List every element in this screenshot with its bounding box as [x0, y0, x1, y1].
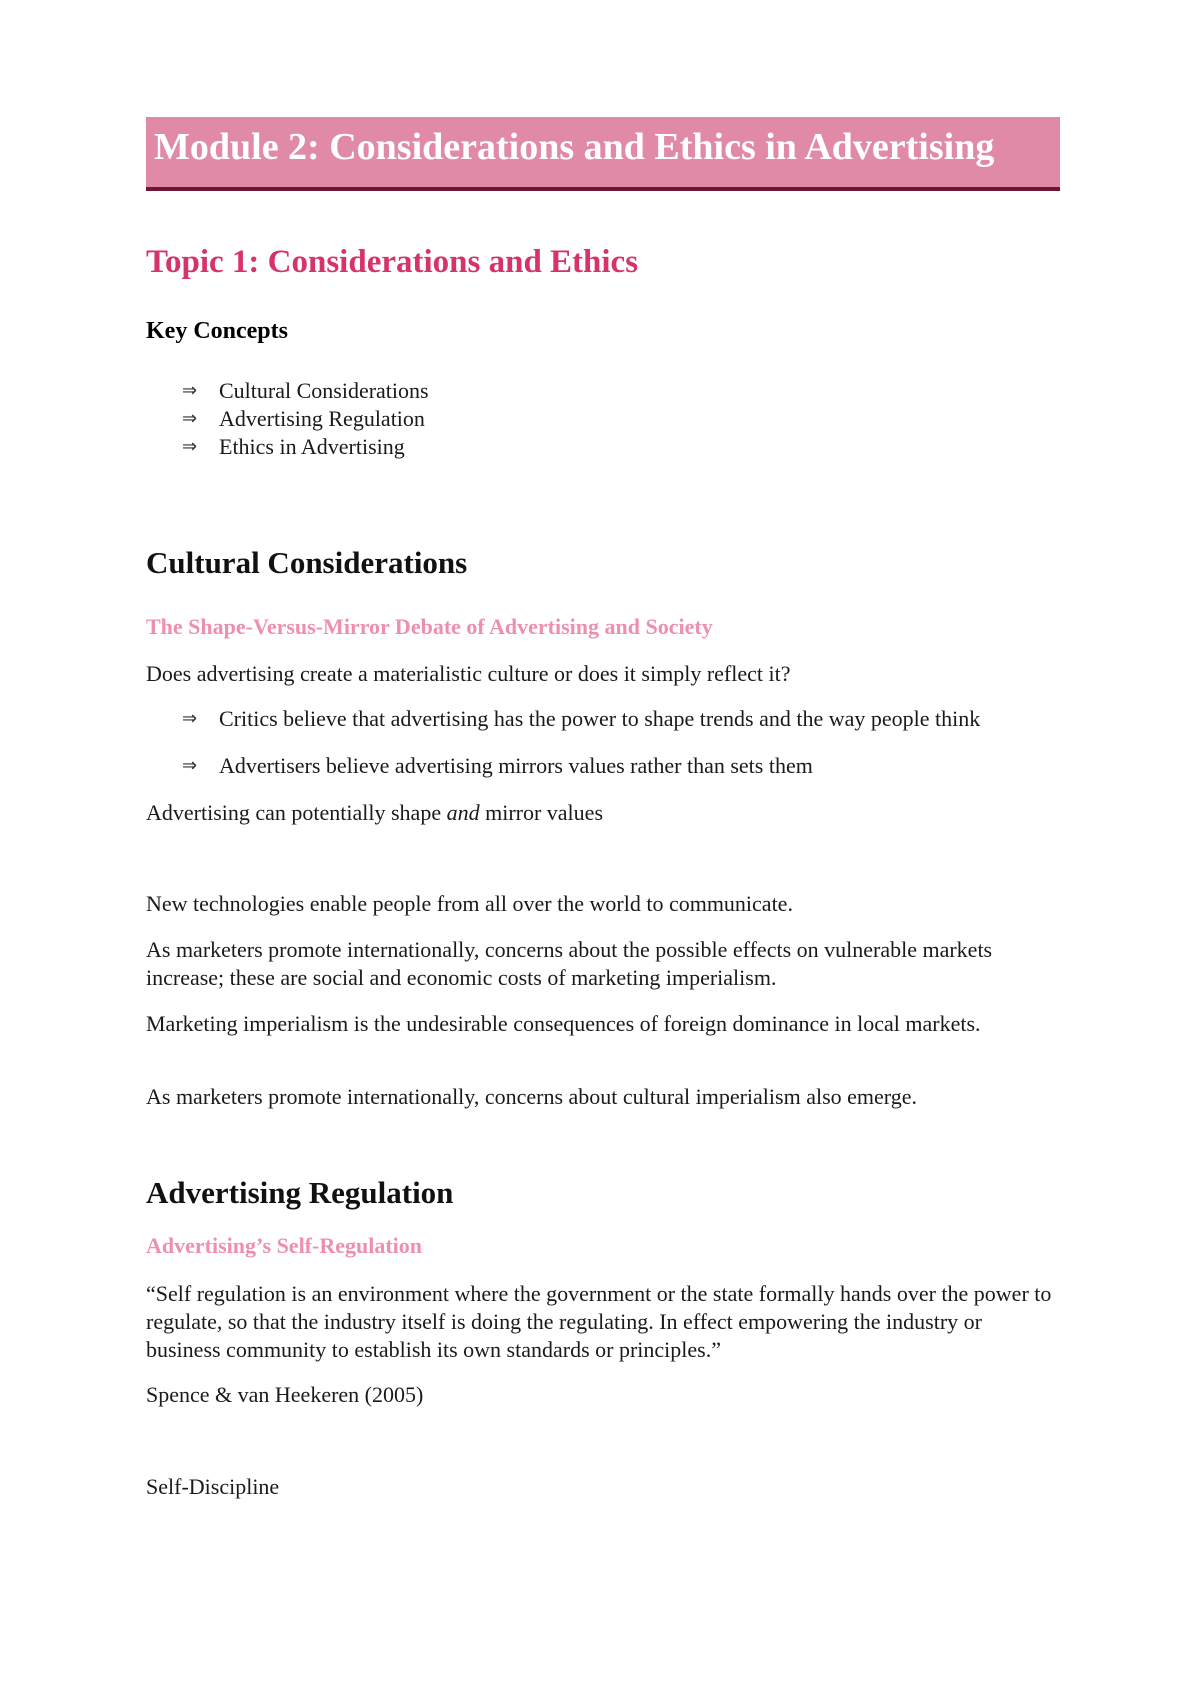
list-item	[146, 433, 429, 461]
citation: Spence & van Heekeren (2005)	[146, 1382, 424, 1407]
list-item-text: Ethics in Advertising	[219, 434, 405, 459]
question-paragraph: Does advertising create a materialistic culture or does it simply reflect it?	[146, 661, 791, 686]
list-item	[146, 752, 813, 780]
list-item-text: Critics believe that advertising has the power to shape trends and the way people think	[219, 706, 981, 731]
list-item	[146, 705, 980, 733]
self-regulation-subheading: Advertising’s Self-Regulation	[146, 1233, 423, 1258]
debate-list	[146, 705, 980, 733]
module-title: Module 2: Considerations and Ethics in Advertising	[154, 126, 995, 168]
list-item	[146, 377, 429, 405]
conclusion-pre: Advertising can potentially shape	[146, 800, 447, 825]
cultural-considerations-heading: Cultural Considerations	[146, 545, 468, 580]
arrow-bullet-icon: ⇒	[182, 380, 198, 401]
cultural-imperialism-paragraph: As marketers promote internationally, concerns about cultural imperialism also emerge.	[146, 1084, 917, 1109]
technology-paragraph: New technologies enable people from all over the world to communicate.	[146, 891, 793, 916]
module-banner	[146, 117, 1060, 191]
self-regulation-quote: “Self regulation is an environment where the government or the state formally hands over the power to regulate, so that the industry itself is doing the regulating. In effect empowering the industry or business community to establish its own standards or principles.”	[146, 1281, 1052, 1362]
arrow-bullet-icon: ⇒	[182, 708, 198, 729]
debate-list-2	[146, 752, 813, 780]
arrow-bullet-icon: ⇒	[182, 755, 198, 776]
conclusion-paragraph	[146, 799, 1060, 827]
key-concepts-list	[146, 377, 429, 461]
list-item-text: Cultural Considerations	[219, 378, 429, 403]
conclusion-emphasis: and	[446, 800, 480, 825]
list-item-text: Advertising Regulation	[219, 406, 425, 431]
topic-title: Topic 1: Considerations and Ethics	[146, 244, 639, 280]
shape-mirror-subheading: The Shape-Versus-Mirror Debate of Advertising and Society	[146, 614, 713, 639]
key-concepts-heading: Key Concepts	[146, 318, 288, 344]
marketing-imperialism-paragraph: As marketers promote internationally, concerns about the possible effects on vulnerable markets increase; these are social and economic costs of marketing imperialism.	[146, 937, 993, 990]
imperialism-definition-paragraph: Marketing imperialism is the undesirable consequences of foreign dominance in local markets.	[146, 1011, 981, 1036]
conclusion-post: mirror values	[479, 800, 603, 825]
self-discipline-text: Self-Discipline	[146, 1474, 280, 1499]
arrow-bullet-icon: ⇒	[182, 408, 198, 429]
arrow-bullet-icon: ⇒	[182, 436, 198, 457]
list-item-text: Advertisers believe advertising mirrors values rather than sets them	[219, 753, 813, 778]
advertising-regulation-heading: Advertising Regulation	[146, 1175, 454, 1210]
list-item	[146, 405, 429, 433]
